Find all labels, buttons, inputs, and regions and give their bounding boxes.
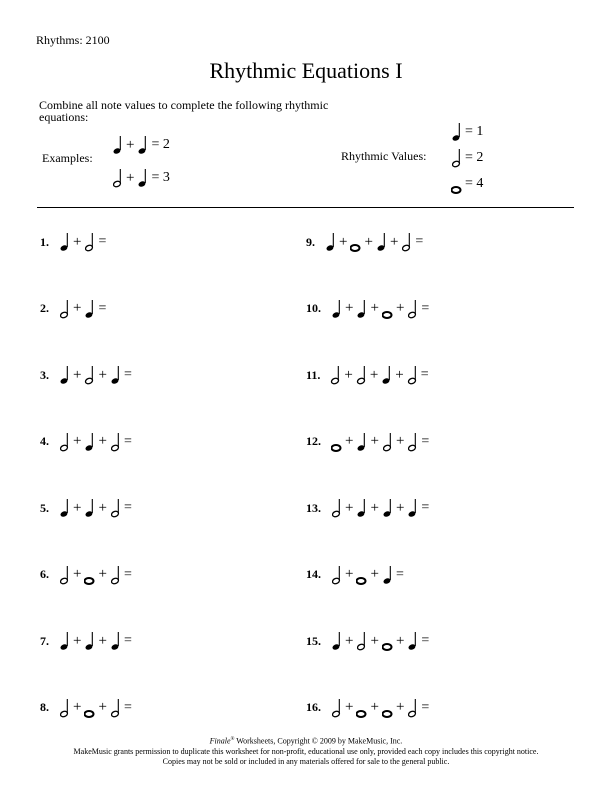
plus-sign: + — [339, 233, 348, 250]
plus-sign: + — [73, 632, 82, 649]
quarter-note-icon — [110, 365, 121, 385]
half-note-icon — [407, 365, 418, 385]
footer-reg-mark: ® — [230, 737, 235, 742]
equals-sign: = — [123, 433, 132, 449]
footer-line-2: MakeMusic grants permission to duplicate this worksheet for non-profit, educational use only, provided each copy includes this copyright notice. — [73, 746, 539, 756]
equals-sign: = — [123, 500, 132, 515]
problem-14 — [306, 564, 404, 586]
plus-sign: + — [370, 433, 379, 449]
quarter-note-icon — [112, 135, 123, 155]
equals-sign: = — [123, 566, 132, 582]
quarter-note-icon — [407, 631, 418, 651]
problem-7 — [40, 630, 132, 652]
plus-sign: + — [98, 699, 107, 715]
instructions: Combine all note values to complete the following rhythmic equations: — [39, 98, 329, 124]
half-note-icon — [407, 432, 418, 452]
equals-sign: = — [98, 300, 107, 316]
quarter-note-icon — [137, 135, 148, 155]
quarter-note-icon — [84, 631, 95, 651]
half-note-icon — [330, 365, 341, 385]
equals-sign: = — [123, 367, 132, 382]
problem-number: 13. — [306, 500, 321, 515]
quarter-note-icon — [137, 168, 148, 188]
rhythmic-values-label: Rhythmic Values: — [341, 149, 427, 163]
equals-sign: = — [421, 433, 430, 449]
half-note-icon — [401, 232, 412, 252]
plus-sign: + — [395, 300, 405, 316]
quarter-note-icon — [331, 631, 342, 651]
quarter-note-icon — [59, 232, 70, 252]
problem-4 — [40, 431, 132, 453]
equals-sign: = — [395, 566, 404, 582]
half-note-icon — [331, 498, 342, 518]
footer-brand: Finale — [209, 736, 231, 746]
footer-line-1 — [0, 735, 612, 747]
whole-note-icon — [356, 565, 367, 585]
plus-sign: + — [73, 699, 82, 715]
problem-number: 4. — [40, 434, 49, 448]
plus-sign: + — [73, 433, 82, 449]
equals-sign: = 3 — [151, 170, 170, 185]
whole-note-icon — [84, 698, 95, 718]
quarter-note-icon — [376, 232, 387, 252]
plus-sign: + — [98, 366, 107, 383]
problem-number: 12. — [306, 434, 321, 448]
half-note-icon — [356, 631, 367, 651]
equals-sign: = — [98, 234, 107, 249]
quarter-note-icon — [356, 498, 367, 518]
equals-sign: = — [421, 500, 430, 515]
quarter-note-icon — [356, 299, 367, 319]
half-note-icon — [110, 698, 121, 718]
problem-number: 8. — [40, 700, 49, 714]
quarter-note-icon — [382, 498, 393, 518]
plus-sign: + — [98, 632, 107, 649]
plus-sign: + — [345, 300, 354, 316]
problem-12 — [306, 431, 429, 453]
half-note-icon — [331, 565, 342, 585]
equals-sign: = — [415, 234, 424, 249]
equals-sign: = 1 — [465, 124, 484, 139]
problem-3 — [40, 364, 132, 386]
plus-sign: + — [73, 300, 82, 316]
plus-sign: + — [395, 632, 405, 649]
whole-note-icon — [382, 698, 393, 718]
equals-sign: = 2 — [465, 150, 484, 165]
problem-16 — [306, 697, 429, 719]
problem-number: 2. — [40, 301, 49, 315]
problem-number: 15. — [306, 633, 321, 648]
half-note-icon — [110, 565, 121, 585]
problem-6 — [40, 564, 132, 586]
quarter-note-icon — [407, 498, 418, 518]
plus-sign: + — [370, 566, 379, 582]
quarter-note-icon — [59, 631, 70, 651]
quarter-note-icon — [59, 365, 70, 385]
problem-13 — [306, 497, 429, 519]
half-note-icon — [382, 432, 393, 452]
whole-note-icon — [331, 432, 342, 452]
half-note-icon — [407, 299, 418, 319]
plus-sign: + — [370, 699, 379, 715]
quarter-note-icon — [84, 432, 95, 452]
plus-sign: + — [98, 499, 107, 516]
quarter-note-icon — [84, 299, 95, 319]
problem-number: 16. — [306, 700, 321, 714]
plus-sign: + — [73, 566, 82, 582]
problem-number: 6. — [40, 567, 49, 581]
example-equation-1 — [112, 134, 170, 156]
plus-sign: + — [126, 136, 135, 153]
whole-note-icon — [84, 565, 95, 585]
equals-sign: = 2 — [151, 137, 170, 152]
problem-number: 3. — [40, 367, 49, 382]
problem-5 — [40, 497, 132, 519]
plus-sign: + — [345, 566, 354, 582]
half-note-icon — [112, 168, 123, 188]
problem-number: 1. — [40, 234, 49, 249]
plus-sign: + — [98, 566, 107, 582]
half-note-icon — [451, 148, 462, 168]
plus-sign: + — [344, 366, 353, 383]
equals-sign: = — [421, 633, 430, 648]
plus-sign: + — [126, 169, 135, 186]
problem-9 — [306, 231, 423, 253]
half-note-icon — [110, 498, 121, 518]
quarter-note-icon — [381, 365, 392, 385]
plus-sign: + — [98, 433, 107, 449]
half-note-icon — [59, 299, 70, 319]
plus-sign: + — [395, 699, 405, 715]
value-whole — [451, 173, 483, 195]
plus-sign: + — [369, 366, 379, 383]
problem-number: 14. — [306, 567, 321, 581]
plus-sign: + — [345, 632, 354, 649]
plus-sign: + — [73, 499, 82, 516]
problem-number: 5. — [40, 500, 49, 515]
problem-number: 9. — [306, 234, 315, 249]
equals-sign: = — [123, 699, 132, 715]
whole-note-icon — [382, 299, 393, 319]
problem-8 — [40, 697, 132, 719]
divider — [37, 207, 574, 208]
whole-note-icon — [451, 174, 462, 194]
footer-line-3: Copies may not be sold or included in any materials offered for sale to the general public. — [162, 756, 450, 766]
footer-copyright: Worksheets, Copyright © 2009 by MakeMusic, Inc. — [234, 736, 403, 746]
half-note-icon — [59, 565, 70, 585]
quarter-note-icon — [331, 299, 342, 319]
example-equation-2 — [112, 167, 170, 189]
problem-11 — [306, 364, 429, 386]
plus-sign: + — [370, 499, 379, 516]
half-note-icon — [59, 698, 70, 718]
footer — [0, 735, 612, 767]
whole-note-icon — [356, 698, 367, 718]
equals-sign: = — [123, 633, 132, 648]
problem-2 — [40, 298, 106, 320]
whole-note-icon — [382, 631, 393, 651]
plus-sign: + — [395, 499, 405, 516]
equals-sign: = — [421, 300, 430, 316]
quarter-note-icon — [382, 565, 393, 585]
page-title: Rhythmic Equations I — [209, 58, 403, 83]
half-note-icon — [331, 698, 342, 718]
quarter-note-icon — [59, 498, 70, 518]
half-note-icon — [84, 232, 95, 252]
quarter-note-icon — [84, 498, 95, 518]
plus-sign: + — [73, 233, 82, 250]
plus-sign: + — [389, 233, 399, 250]
problem-10 — [306, 298, 429, 320]
value-quarter — [451, 121, 483, 143]
quarter-note-icon — [356, 432, 367, 452]
value-half — [451, 147, 483, 169]
problem-1 — [40, 231, 106, 253]
problem-number: 7. — [40, 633, 49, 648]
problem-number: 10. — [306, 301, 321, 315]
half-note-icon — [356, 365, 367, 385]
plus-sign: + — [395, 366, 404, 383]
problem-number: 11. — [306, 367, 321, 382]
plus-sign: + — [345, 499, 354, 516]
quarter-note-icon — [110, 631, 121, 651]
equals-sign: = — [421, 699, 430, 715]
equals-sign: = 4 — [465, 176, 484, 191]
plus-sign: + — [345, 699, 354, 715]
equals-sign: = — [420, 367, 429, 382]
half-note-icon — [59, 432, 70, 452]
quarter-note-icon — [451, 122, 462, 142]
plus-sign: + — [370, 632, 379, 649]
plus-sign: + — [370, 300, 379, 316]
problem-15 — [306, 630, 429, 652]
quarter-note-icon — [325, 232, 336, 252]
half-note-icon — [110, 432, 121, 452]
examples-label: Examples: — [42, 151, 93, 165]
worksheet-code: Rhythms: 2100 — [36, 33, 110, 47]
plus-sign: + — [345, 433, 354, 449]
half-note-icon — [84, 365, 95, 385]
half-note-icon — [407, 698, 418, 718]
plus-sign: + — [364, 233, 373, 250]
plus-sign: + — [73, 366, 82, 383]
plus-sign: + — [395, 433, 405, 449]
whole-note-icon — [350, 232, 361, 252]
